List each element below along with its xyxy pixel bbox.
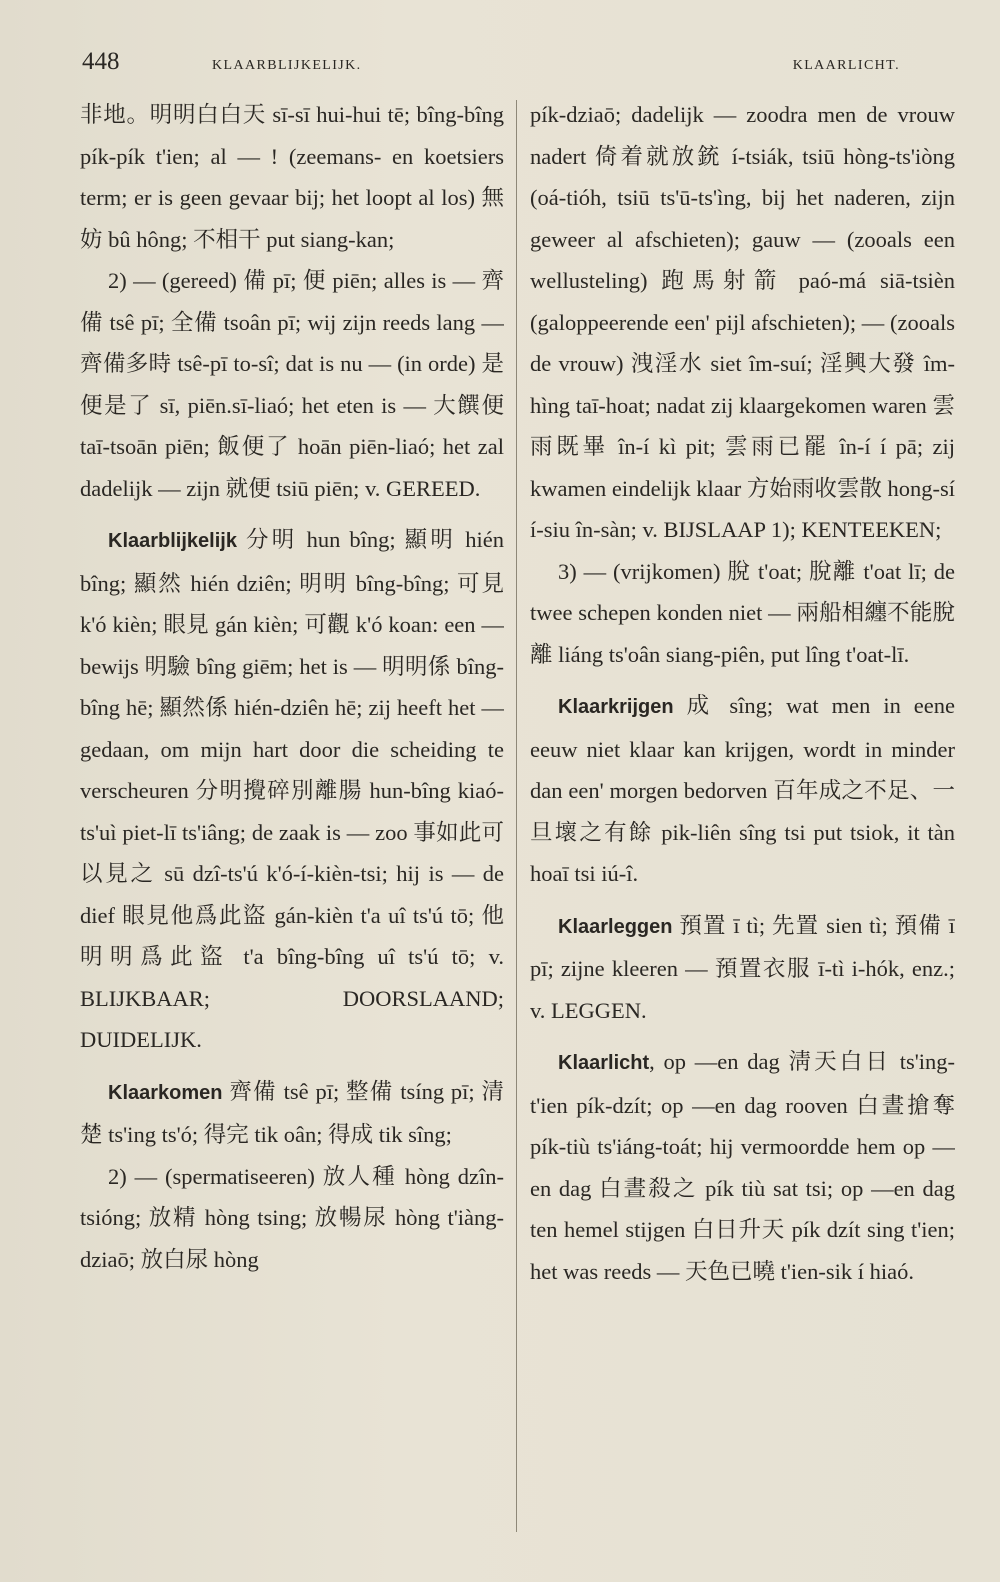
dictionary-entry: [80, 519, 504, 1061]
running-title-right: KLAARLICHT.: [792, 58, 900, 73]
entry-text: 預置 ī tì; 先置 sien tì; 預備 ī pī; zijne kleeren — 預置衣服 ī-tì i-hók, enz.; v. LEGGEN.: [530, 912, 955, 1023]
entry-headword: Klaarleggen: [558, 915, 673, 938]
entry-continuation: [80, 94, 504, 260]
entry-text: pík-dziaō; dadelijk — zoodra men de vrouw nadert 倚着就放銃 í-tsiák, tsiū hòng-ts'iòng (oá-tióh, tsiū ts'ū-ts'ìng, bij het naderen, zijn geweer al afschieten); gauw — (zooals een wellusteling) 跑馬射箭 paó-má siā-tsièn (galoppeerende een' pijl afschieten); — (zooals de vrouw) 洩淫水 siet îm-suí; 淫興大發 îm-hìng taī-hoat; nadat zij klaargekomen waren 雲雨既畢 în-í kì pit; 雲雨已罷 în-í í pā; zij kwamen eindelijk klaar 方始雨收雲散 hong-sí í-siu în-sàn; v. BIJSLAAP 1); KENTEEKEN;: [530, 102, 955, 542]
entry-text: 2) — (spermatiseeren) 放人種 hòng dzîn-tsióng; 放精 hòng tsing; 放暢尿 hòng t'iàng-dziaō; 放白尿 hòng: [80, 1163, 504, 1272]
entry-text: 2) — (gereed) 備 pī; 便 piēn; alles is — 齊備 tsê pī; 全備 tsoân pī; wij zijn reeds lang — 齊備多時 tsê-pī to-sî; dat is nu — (in orde) 是便是了 sī, piēn.sī-liaó; het eten is — 大饌便 taī-tsoān piēn; 飯便了 hoān piēn-liaó; het zal dadelijk — zijn 就便 tsiū piēn; v. GEREED.: [80, 268, 504, 501]
dictionary-entry: [530, 685, 955, 895]
right-column: [530, 94, 955, 1542]
entry-headword: Klaarkrijgen: [558, 696, 674, 718]
entry-text: 齊備 tsê pī; 整備 tsíng pī; 清楚 ts'ing ts'ó; 得完 tik oân; 得成 tik sîng;: [80, 1078, 504, 1147]
entry-text: 非地。明明白白天 sī-sī hui-hui tē; bîng-bîng pík-pík t'ien; al — ! (zeemans- en koetsiers term; er is geen gevaar bij; het loopt al los) 無 妨 bû hông; 不相干 put siang-kan;: [80, 102, 504, 252]
entry-continuation: [530, 94, 955, 551]
entry-text: 成 sîng; wat men in eene eeuw niet klaar kan krijgen, wordt in minder dan een' morgen bedorven 百年成之不足、一旦壞之有餘 pik-liên sîng tsi put tsiok, it tàn hoaī tsi iú-î.: [530, 693, 955, 886]
page-number: 448: [82, 48, 120, 75]
dictionary-entry: [530, 905, 955, 1032]
entry-text: , op —en dag 淸天白日 ts'ing-t'ien pík-dzít; op —en dag rooven 白晝搶奪 pík-tiù ts'iáng-toát; hij vermoordde hem op —en dag 白晝殺之 pík tiù sat tsi; op —en dag ten hemel stijgen 白日升天 pík dzít sing t'ien; het was reeds — 天色已曉 t'ien-sik í hiaó.: [530, 1049, 955, 1284]
entry-text: 分明 hun bîng; 顯明 hién bîng; 顯然 hién dziên; 明明 bîng-bîng; 可見 k'ó kièn; 眼見 gán kièn; 可觀 k'ó koan: een — bewijs 明驗 bîng giēm; het is — 明明係 bîng-bîng hē; 顯然係 hién-dziên hē; zij heeft het — gedaan, om mijn hart door die scheiding te verscheuren 分明攪碎別離腸 hun-bîng kiaó-ts'uì piet-lī ts'iâng; de zaak is — zoo 事如此可以見之 sū dzî-ts'ú k'ó-í-kièn-tsi; hij is — de dief 眼見他爲此盜 gán-kièn t'a uî ts'ú tō; 他明明爲此盜 t'a bîng-bîng uî ts'ú tō; v. BLIJKBAAR; DOORSLAAND; DUIDELIJK.: [80, 527, 504, 1052]
entry-headword: Klaarlicht: [558, 1052, 650, 1074]
left-column: [80, 94, 504, 1542]
entry-headword: Klaarblijkelijk: [108, 530, 237, 552]
dictionary-entry: [80, 1071, 504, 1156]
entry-sense: [530, 551, 955, 676]
entry-sense: [80, 260, 504, 509]
column-divider: [516, 100, 517, 1532]
entry-sense: [80, 1156, 504, 1281]
entry-text: 3) — (vrijkomen) 脫 t'oat; 脫離 t'oat lī; de twee schepen konden niet — 兩船相纏不能脫離 liáng ts'oân siang-piên, put lîng t'oat-lī.: [530, 558, 955, 667]
running-title-left: KLAARBLIJKELIJK.: [212, 58, 362, 73]
dictionary-entry: [530, 1041, 955, 1292]
page-header: [82, 48, 950, 88]
entry-headword: Klaarkomen: [108, 1081, 223, 1104]
